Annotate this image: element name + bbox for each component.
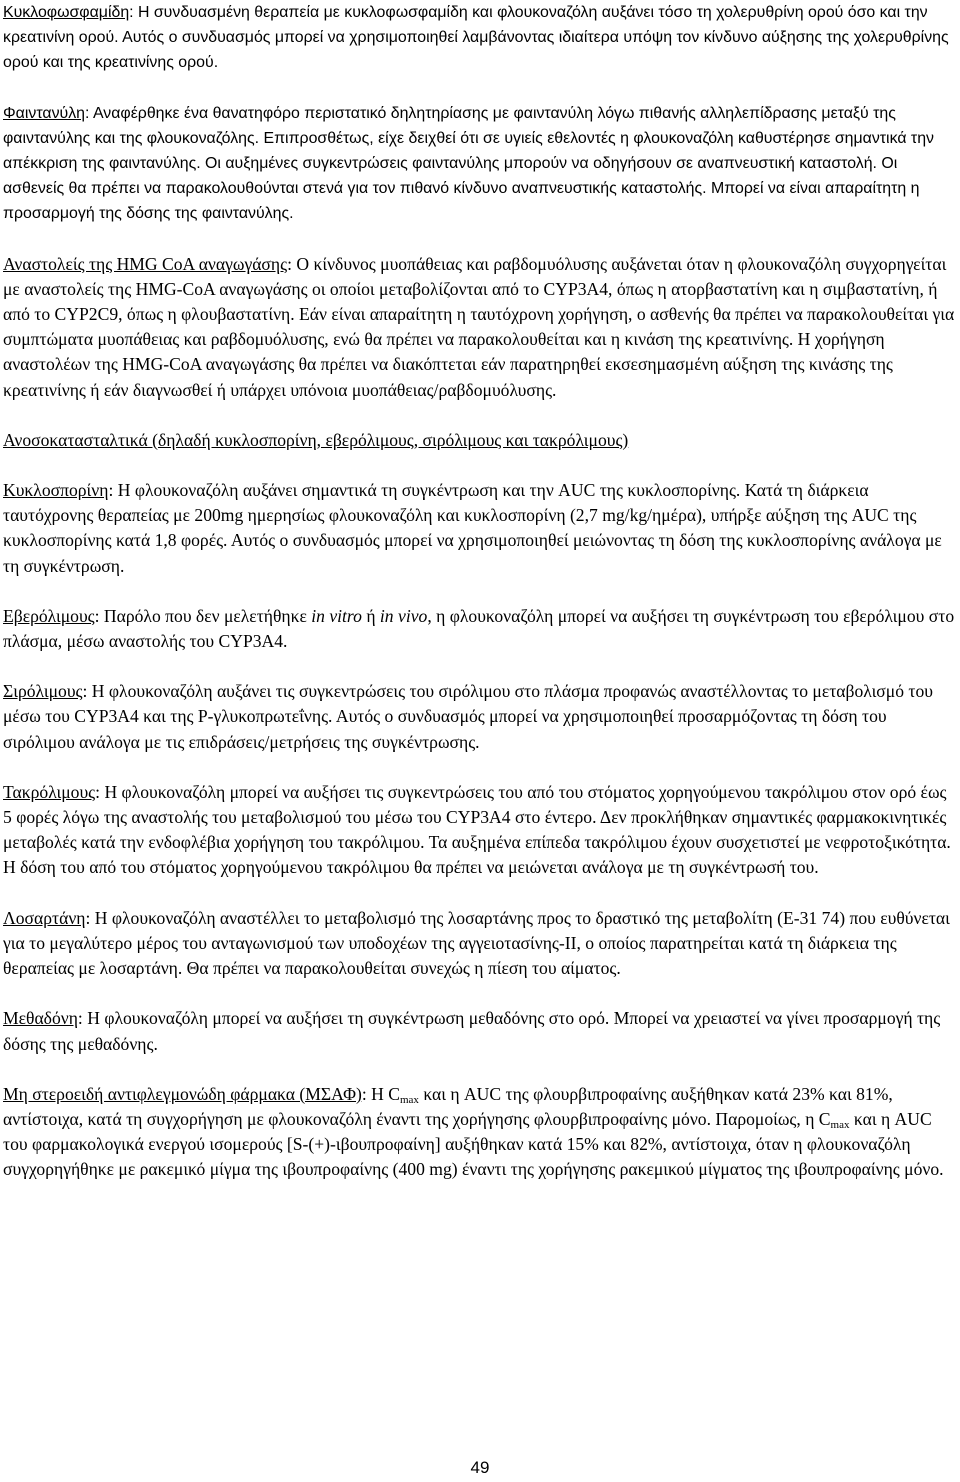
term-cyclosporine: Κυκλοσπορίνη (3, 480, 109, 501)
paragraph-sirolimus (3, 679, 957, 755)
paragraph-text: : Η φλουκοναζόλη αυξάνει τις συγκεντρώσεις του σιρόλιμου στο πλάσμα προφανώς αναστέλλοντας το μεταβολισμό του μέσω του CYP3A4 και της P-γλυκοπρωτεΐνης. Αυτός ο συνδυασμός μπορεί να χρησιμοποιηθεί προσαρμόζοντας τη δόση του σιρόλιμου ανάλογα με τις επιδράσεις/μετρήσεις της συγκέντρωσης. (3, 681, 933, 752)
paragraph-phenytoin (3, 101, 957, 227)
term-everolimus: Εβερόλιμους (3, 605, 95, 626)
paragraph-text: : Η φλουκοναζόλη μπορεί να αυξήσει τη συγκέντρωση μεθαδόνης στο ορό. Μπορεί να χρειαστεί να γίνει προσαρμογή της δόσης της μεθαδόνης. (3, 1008, 941, 1054)
italic-in-vitro: in vitro (311, 605, 362, 626)
paragraph-cyclosporine (3, 478, 957, 579)
paragraph-text: : Η φλουκοναζόλη αναστέλλει το μεταβολισμό της λοσαρτάνης προς το δραστικό της μεταβολίτη (Ε-31 74) που ευθύνεται για το μεγαλύτερο μέρος του ανταγωνισμού των υποδοχέων της αγγειοτασίνης-ΙΙ, ο οποίος παρατηρείται κατά τη διάρκεια της θεραπείας με λοσαρτάνη. Θα πρέπει να παρακολουθείται συνεχώς η πίεση του αίματος. (3, 907, 950, 979)
paragraph-text: και η AUC της φλουρβιπροφαίνης αυξήθηκαν κατά 23% και 81%, αντίστοιχα, κατά τη συγχορήγηση με φλουκοναζόλη έναντι της χορήγησης φλουρβιπροφαίνης μόνο. Παρομοίως, η C (3, 1083, 893, 1129)
term-cyclophosphamide: Κυκλοφωσφαμίδη (3, 4, 130, 21)
paragraph-text: : Η φλουκοναζόλη μπορεί να αυξήσει τις συγκεντρώσεις του από του στόματος χορηγούμενου τακρόλιμου στον ορό έως 5 φορές λόγω της αναστολής του μεταβολισμού του μέσω του CYP3A4 στο έντερο. Δεν προκλήθηκαν σημαντικές φαρμακοκινητικές μεταβολές κατά την ενδοφλέβια χορήγηση του τακρόλιμου. Τα αυξημένα επίπεδα τακρόλιμου έχουν συσχετιστεί με νεφροτοξικότητα. Η δόση του από του στόματος χορηγούμενου τακρόλιμου θα πρέπει να μειώνεται ανάλογα με τη συγκέντρωσή του. (3, 781, 951, 878)
paragraph-text: , η φλουκοναζόλη μπορεί να αυξήσει τη συγκέντρωση του εβερόλιμου στο πλάσμα, μέσω αναστολής του CYP3A4. (3, 605, 955, 652)
paragraph-text: : Η C (361, 1083, 400, 1104)
term-tacrolimus: Τακρόλιμους (3, 781, 96, 802)
term-losartan: Λοσαρτάνη (3, 907, 86, 928)
paragraph-hmg-coa (3, 252, 957, 403)
paragraph-methadone (3, 1006, 957, 1056)
paragraph-text: : Ο κίνδυνος μυοπάθειας και ραβδομυόλυσης αυξάνεται όταν η φλουκοναζόλη συγχορηγείται με αναστολείς της HMG-CoA αναγωγάσης οι οποίοι μεταβολίζονται από το CYP3A4, όπως η ατορβαστατίνη και η σιμβαστατίνη, ή από το CYP2C9, όπως η φλουβαστατίνη. Εάν είναι απαραίτητη η ταυτόχρονη χορήγηση, ο ασθενής θα πρέπει να παρακολουθείται για συμπτώματα μυοπάθειας και ραβδομυόλυσης, ενώ θα πρέπει να παρακολουθείται και η κινάση της κρεατινίνης. Η χορήγηση αναστολέων της HMG-CoA αναγωγάσης θα πρέπει να διακόπτεται εάν παρατηρηθεί εκσεσημασμένη αύξηση της κινάσης της κρεατινίνης ή εάν διαγνωσθεί ή υπάρχει υπόνοια μυοπάθειας/ραβδομυόλυσης. (3, 253, 955, 400)
term-methadone: Μεθαδόνη (3, 1008, 78, 1029)
paragraph-text: : Παρόλο που δεν μελετήθηκε (94, 605, 312, 626)
term-hmg-coa: Αναστολείς της HMG CoA αναγωγάσης (3, 253, 288, 274)
paragraph-everolimus (3, 604, 957, 654)
paragraph-tacrolimus (3, 780, 957, 881)
document-page (3, 0, 957, 1208)
paragraph-cyclophosphamide (3, 0, 957, 76)
section-heading-immunosuppressants: Ανοσοκατασταλτικά (δηλαδή κυκλοσπορίνη, εβερόλιμους, σιρόλιμους και τακρόλιμους) (3, 429, 629, 450)
paragraph-nsaid (3, 1082, 957, 1183)
term-nsaid: Μη στεροειδή αντιφλεγμονώδη φάρμακα (ΜΣΑΦ) (3, 1083, 362, 1104)
paragraph-text: ή (361, 605, 380, 626)
italic-in-vivo: in vivo (379, 605, 428, 626)
term-sirolimus: Σιρόλιμους (3, 681, 83, 702)
paragraph-text: : Η φλουκοναζόλη αυξάνει σημαντικά τη συγκέντρωση και την AUC της κυκλοσπορίνης. Κατά τη διάρκεια ταυτόχρονης θεραπείας με 200mg ημερησίως φλουκοναζόλη και κυκλοσπορίνη (2,7 mg/kg/ημέρα), υπήρξε αύξηση της AUC της κυκλοσπορίνης κατά 1,8 φορές. Αυτός ο συνδυασμός μπορεί να χρησιμοποιηθεί μειώνοντας τη δόση της κυκλοσπορίνης ανάλογα με τη συγκέντρωση. (3, 480, 942, 576)
subscript-max: max (830, 1118, 850, 1131)
paragraph-text: και η AUC του φαρμακολογικά ενεργού ισομερούς [S-(+)-ιβουπροφαίνη] αυξήθηκαν κατά 15% και 82%, αντίστοιχα, όταν η φλουκοναζόλη συγχορηγήθηκε με ρακεμικό μίγμα της ιβουπροφαίνης (400 mg) έναντι της χορήγησης ρακεμικού μίγματος της ιβουπροφαίνης μόνο. (3, 1108, 944, 1180)
subscript-max: max (399, 1093, 419, 1106)
term-phenytoin: Φαιντανύλη (3, 104, 85, 122)
paragraph-text: : Αναφέρθηκε ένα θανατηφόρο περιστατικό δηλητηρίασης με φαιντανύλη λόγω πιθανής αλληλεπίδρασης μεταξύ της φαιντανύλης και της φλουκοναζόλης. Επιπροσθέτως, είχε δειχθεί ότι σε υγιείς εθελοντές η φλουκοναζόλη καθυστέρησε σημαντικά την απέκκριση της φαιντανύλης. Οι αυξημένες συγκεντρώσεις φαιντανύλης μπορούν να οδηγήσουν σε αναπνευστική καταστολή. Οι ασθενείς θα πρέπει να παρακολουθούνται στενά για τον πιθανό κίνδυνο αναπνευστικής καταστολής. Μπορεί να είναι απαραίτητη η προσαρμογή της δόσης της φαιντανύλης. (3, 104, 934, 223)
paragraph-losartan (3, 906, 957, 982)
paragraph-text: : Η συνδυασμένη θεραπεία με κυκλοφωσφαμίδη και φλουκοναζόλη αυξάνει τόσο τη χολερυθρίνη ορού όσο και την κρεατινίνη ορού. Αυτός ο συνδυασμός μπορεί να χρησιμοποιηθεί λαμβάνοντας ιδιαίτερα υπόψη τον κίνδυνο αύξησης της χολερυθρίνης ορού και της κρεατινίνης ορού. (3, 4, 949, 72)
page-number: 49 (470, 1458, 490, 1477)
